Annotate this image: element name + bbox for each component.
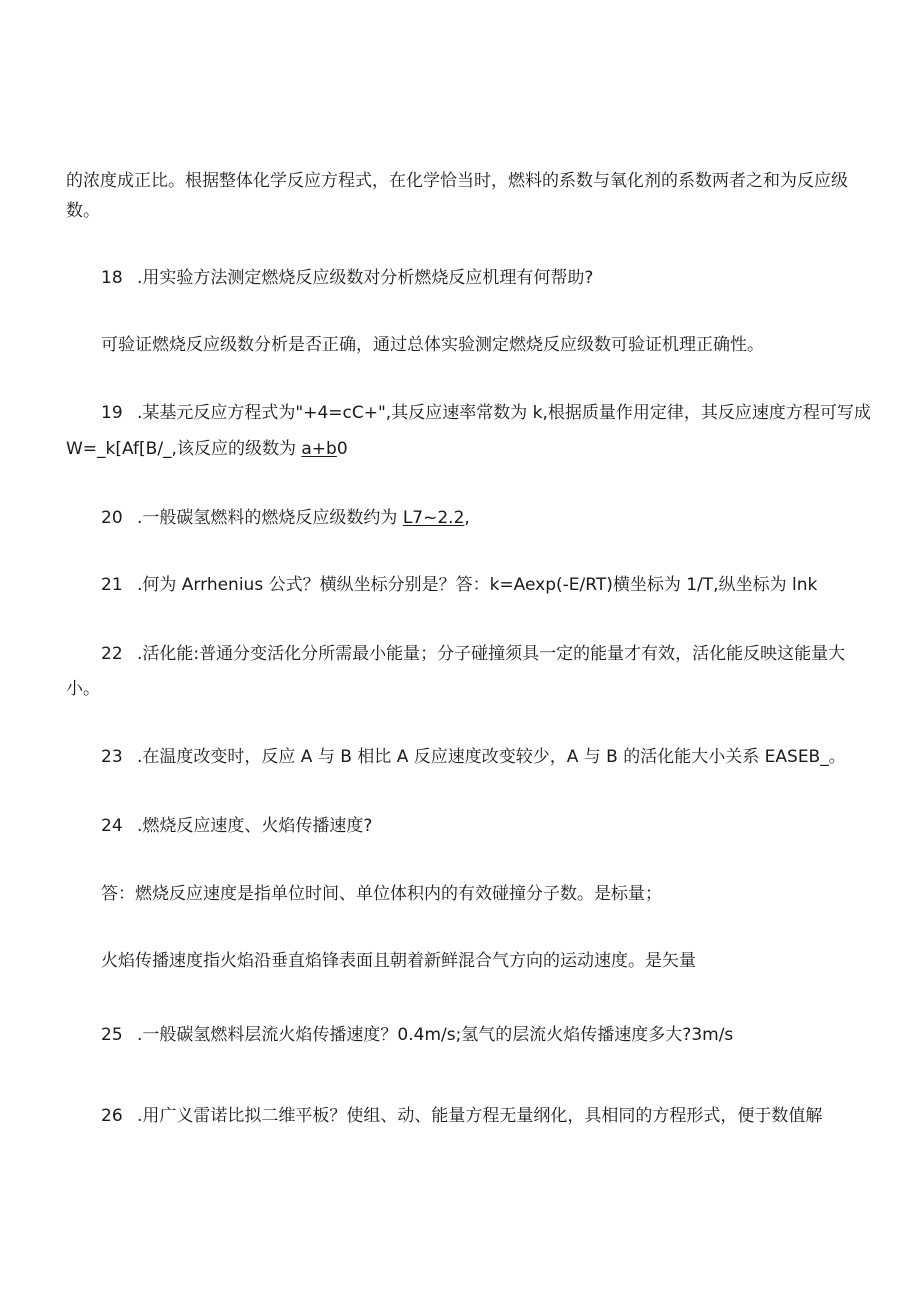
question-20-prefix: .一般碳氢燃料的燃烧反应级数约为 (137, 508, 403, 528)
answer-18: 可验证燃烧反应级数分析是否正确，通过总体实验测定燃烧反应级数可验证机理正确性。 (101, 335, 764, 355)
question-26-text: .用广义雷诺比拟二维平板？使组、动、能量方程无量纲化，具相同的方程形式，便于数值解 (137, 1106, 823, 1126)
question-21-number: 21 (101, 575, 123, 595)
question-20 (101, 507, 470, 529)
question-20-suffix: , (464, 508, 470, 528)
question-19-line-2-suffix: 0 (336, 439, 348, 459)
question-20-number: 20 (101, 508, 123, 528)
question-19-answer: a+b (301, 439, 337, 459)
question-23-text: .在温度改变时，反应 A 与 B 相比 A 反应速度改变较少，A 与 B 的活化能大小关系 EASEB_。 (137, 747, 846, 767)
question-25-number: 25 (101, 1025, 123, 1045)
question-21-text: .何为 Arrhenius 公式？横纵坐标分别是？答：k=Aexp(-E/RT)横坐标为 1/T,纵坐标为 lnk (137, 575, 818, 595)
question-22-line-1: .活化能:普通分变活化分所需最小能量；分子碰撞须具一定的能量才有效，活化能反映这能量大 (137, 644, 846, 664)
question-23 (101, 746, 846, 768)
intro-line-1: 的浓度成正比。根据整体化学反应方程式，在化学恰当时，燃料的系数与氧化剂的系数两者之和为反应级 (66, 171, 848, 191)
question-19-line-2 (66, 438, 348, 460)
question-21 (101, 574, 817, 596)
question-25 (101, 1024, 733, 1046)
question-18 (101, 267, 593, 289)
question-25-text: .一般碳氢燃料层流火焰传播速度？0.4m∕s;氢气的层流火焰传播速度多大?3m∕s (137, 1025, 734, 1045)
question-22 (101, 643, 845, 665)
question-19-line-2-prefix: W=_k[Af[B/_,该反应的级数为 (66, 439, 302, 459)
intro-line-2: 数。 (66, 201, 100, 221)
question-22-number: 22 (101, 644, 123, 664)
question-24-text: .燃烧反应速度、火焰传播速度? (137, 816, 373, 836)
question-23-number: 23 (101, 747, 123, 767)
question-24 (101, 815, 372, 837)
question-22-line-2: 小。 (66, 679, 100, 699)
question-19-number: 19 (101, 403, 123, 423)
question-18-text: .用实验方法测定燃烧反应级数对分析燃烧反应机理有何帮助? (137, 268, 594, 288)
question-24-number: 24 (101, 816, 123, 836)
question-19 (101, 402, 871, 424)
question-19-line-1: .某基元反应方程式为"+4=cC+",其反应速率常数为 k,根据质量作用定律，其反应速度方程可写成 (137, 403, 871, 423)
answer-24-line-2: 火焰传播速度指火焰沿垂直焰锋表面且朝着新鲜混合气方向的运动速度。是矢量 (101, 951, 696, 971)
question-20-answer: L7~2.2 (402, 508, 465, 528)
answer-24-line-1: 答：燃烧反应速度是指单位时间、单位体积内的有效碰撞分子数。是标量； (101, 884, 662, 904)
question-26-number: 26 (101, 1106, 123, 1126)
question-26 (101, 1105, 822, 1127)
question-18-number: 18 (101, 268, 123, 288)
